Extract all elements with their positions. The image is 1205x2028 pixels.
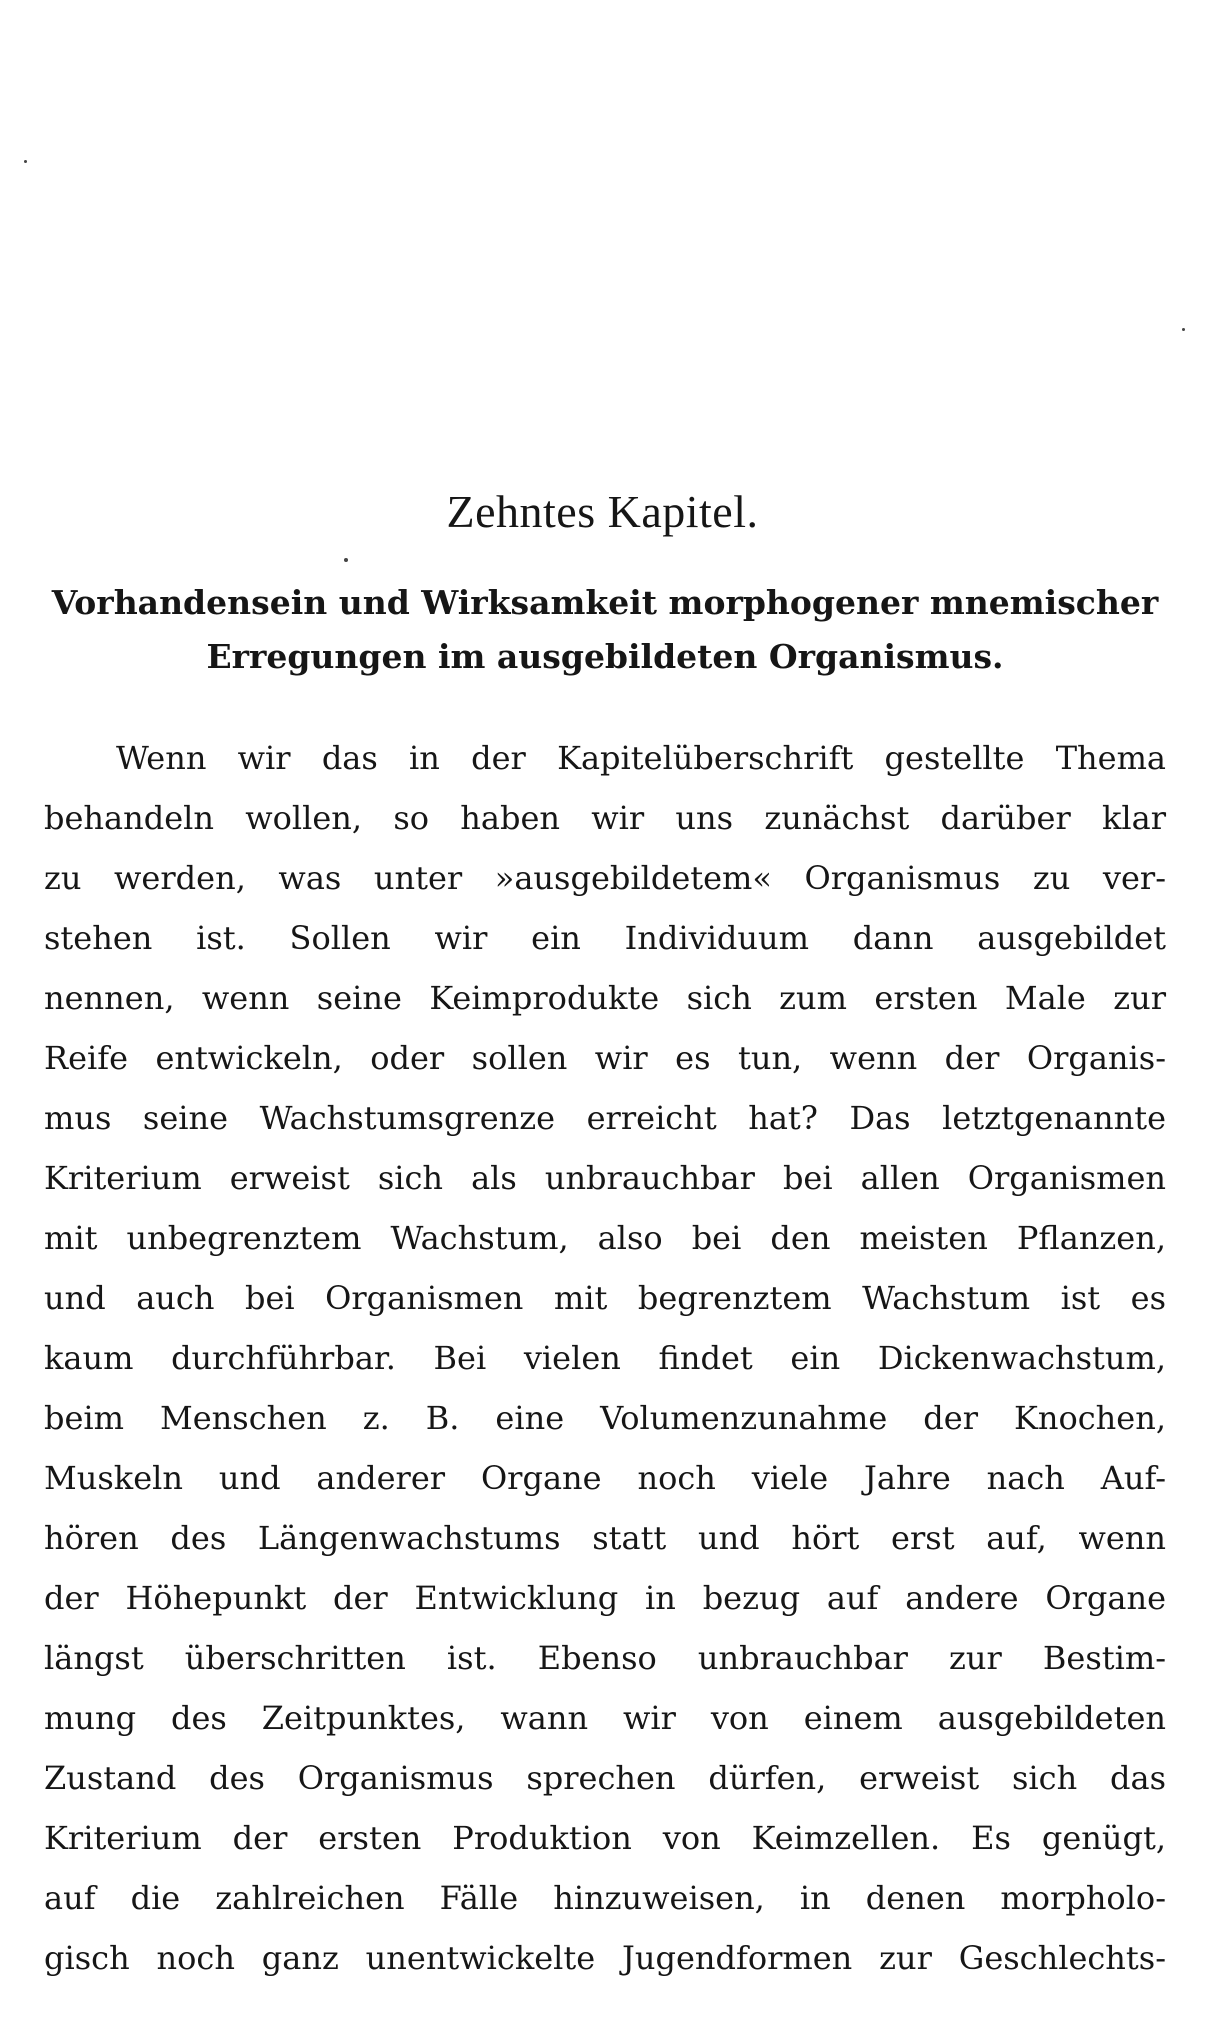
- text-line: längst überschritten ist. Ebenso unbrauchbar zur Bestim-: [44, 1639, 1166, 1677]
- text-line: stehen ist. Sollen wir ein Individuum dann ausgebildet: [44, 919, 1166, 957]
- scan-speck: [1182, 328, 1185, 331]
- text-line: gisch noch ganz unentwickelte Jugendformen zur Geschlechts-: [44, 1939, 1166, 1977]
- text-line: Muskeln und anderer Organe noch viele Jahre nach Auf-: [44, 1459, 1166, 1497]
- text-line: Reife entwickeln, oder sollen wir es tun, wenn der Organis-: [44, 1039, 1166, 1077]
- text-line: mus seine Wachstumsgrenze erreicht hat? Das letztgenannte: [44, 1099, 1166, 1137]
- text-line: beim Menschen z. B. eine Volumenzunahme der Knochen,: [44, 1399, 1166, 1437]
- text-line: Kriterium erweist sich als unbrauchbar bei allen Organismen: [44, 1159, 1166, 1197]
- subtitle-line: Vorhandensein und Wirksamkeit morphogener mnemischer: [51, 583, 1159, 622]
- text-line: mung des Zeitpunktes, wann wir von einem ausgebildeten: [44, 1699, 1166, 1737]
- text-line: Zustand des Organismus sprechen dürfen, erweist sich das: [44, 1759, 1166, 1797]
- text-line: mit unbegrenztem Wachstum, also bei den meisten Pflanzen,: [44, 1219, 1166, 1257]
- text-line: auf die zahlreichen Fälle hinzuweisen, in denen morpholo-: [44, 1879, 1166, 1917]
- chapter-title: Zehntes Kapitel.: [446, 486, 759, 537]
- text-line: nennen, wenn seine Keimprodukte sich zum ersten Male zur: [44, 979, 1166, 1017]
- text-line: hören des Längenwachstums statt und hört erst auf, wenn: [44, 1519, 1166, 1557]
- text-line: Wenn wir das in der Kapitelüberschrift gestellte Thema: [116, 739, 1166, 777]
- text-line: der Höhepunkt der Entwicklung in bezug auf andere Organe: [44, 1579, 1166, 1617]
- text-line: behandeln wollen, so haben wir uns zunächst darüber klar: [44, 799, 1166, 837]
- text-line: zu werden, was unter »ausgebildetem« Organismus zu ver-: [44, 859, 1166, 897]
- scan-speck: [24, 160, 27, 163]
- text-line: kaum durchführbar. Bei vielen findet ein Dickenwachstum,: [44, 1339, 1166, 1377]
- scan-speck: [344, 558, 348, 562]
- subtitle-line: Erregungen im ausgebildeten Organismus.: [206, 637, 1004, 676]
- body-paragraph: [44, 728, 1166, 1988]
- chapter-subtitle: [40, 576, 1170, 684]
- text-line: Kriterium der ersten Produktion von Keimzellen. Es genügt,: [44, 1819, 1166, 1857]
- text-line: und auch bei Organismen mit begrenztem Wachstum ist es: [44, 1279, 1166, 1317]
